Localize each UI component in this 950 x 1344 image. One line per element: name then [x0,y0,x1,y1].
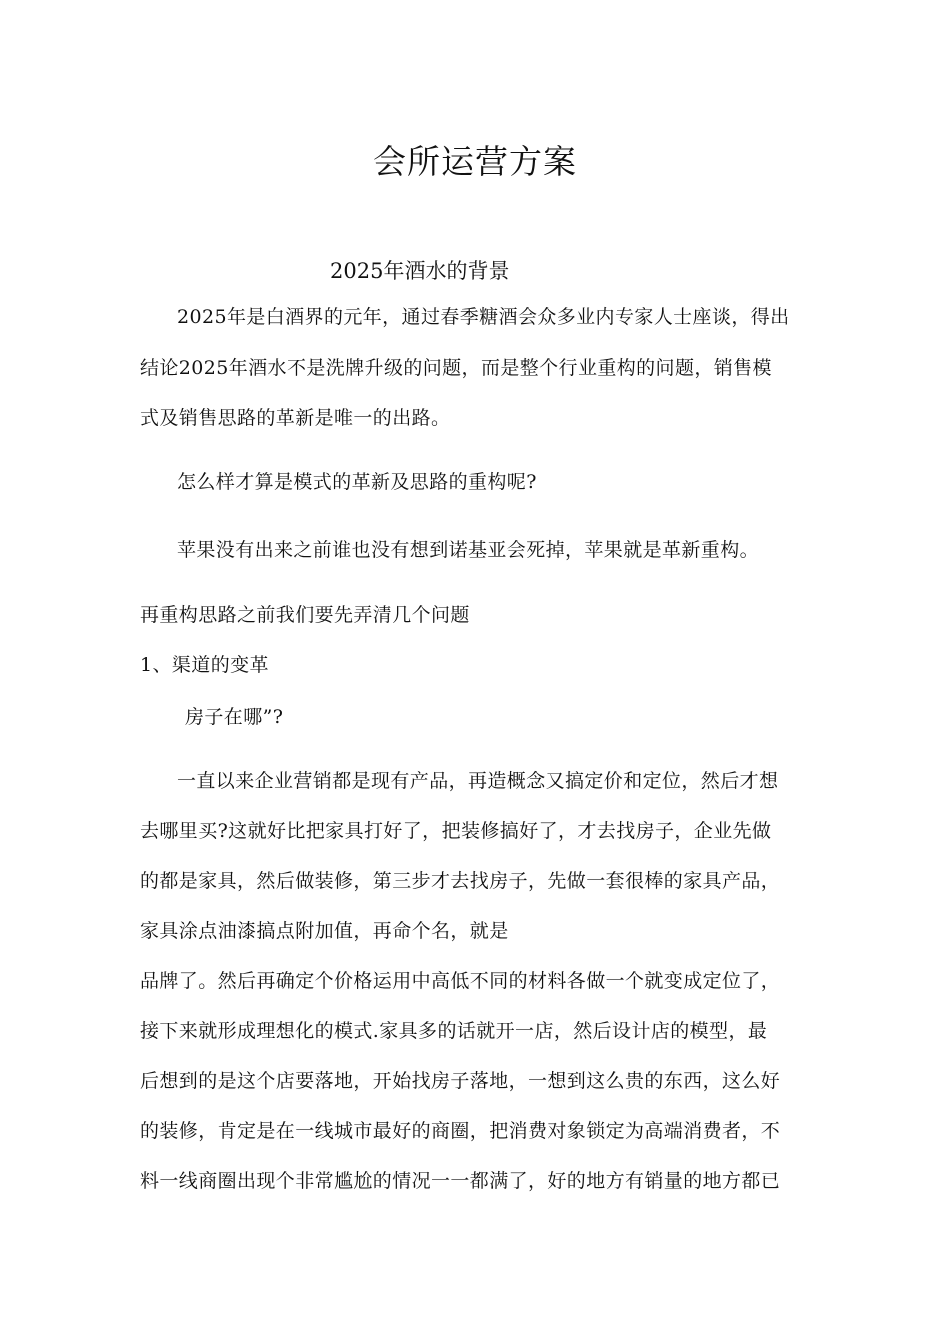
paragraph-line: 品牌了。然后再确定个价格运用中高低不同的材料各做一个就变成定位了， [140,970,781,992]
paragraph-line: 结论2025年酒水不是洗牌升级的问题，而是整个行业重构的问题，销售模 [140,357,772,379]
section-heading: 2025年酒水的背景 [330,259,510,283]
paragraph-line: 式及销售思路的革新是唯一的出路。 [140,407,451,429]
paragraph-line: 家具涂点油漆搞点附加值，再命个名，就是 [140,920,509,942]
paragraph-line: 的都是家具，然后做装修，第三步才去找房子，先做一套很棒的家具产品， [140,870,781,892]
paragraph-line: 的装修，肯定是在一线城市最好的商圈，把消费对象锁定为高端消费者，不 [140,1120,781,1142]
paragraph-line: 一直以来企业营销都是现有产品，再造概念又搞定价和定位，然后才想 [177,770,779,792]
paragraph-line: 接下来就形成理想化的模式.家具多的话就开一店，然后设计店的模型，最 [140,1020,768,1042]
paragraph-line: 苹果没有出来之前谁也没有想到诺基亚会死掉，苹果就是革新重构。 [177,539,760,561]
list-item-subheading: 房子在哪”? [185,706,284,728]
paragraph-line: 怎么样才算是模式的革新及思路的重构呢? [177,471,537,493]
paragraph-line: 后想到的是这个店要落地，开始找房子落地，一想到这么贵的东西，这么好 [140,1070,781,1092]
paragraph-line: 再重构思路之前我们要先弄清几个问题 [140,604,470,626]
paragraph-line: 料一线商圈出现个非常尴尬的情况一一都满了，好的地方有销量的地方都已 [140,1170,781,1192]
document-title: 会所运营方案 [373,142,577,181]
paragraph-line: 2025年是白酒界的元年，通过春季糖酒会众多业内专家人士座谈，得出 [177,306,790,328]
paragraph-line: 去哪里买?这就好比把家具打好了，把装修搞好了，才去找房子，企业先做 [140,820,772,842]
list-item-heading: 1、渠道的变革 [140,654,269,676]
